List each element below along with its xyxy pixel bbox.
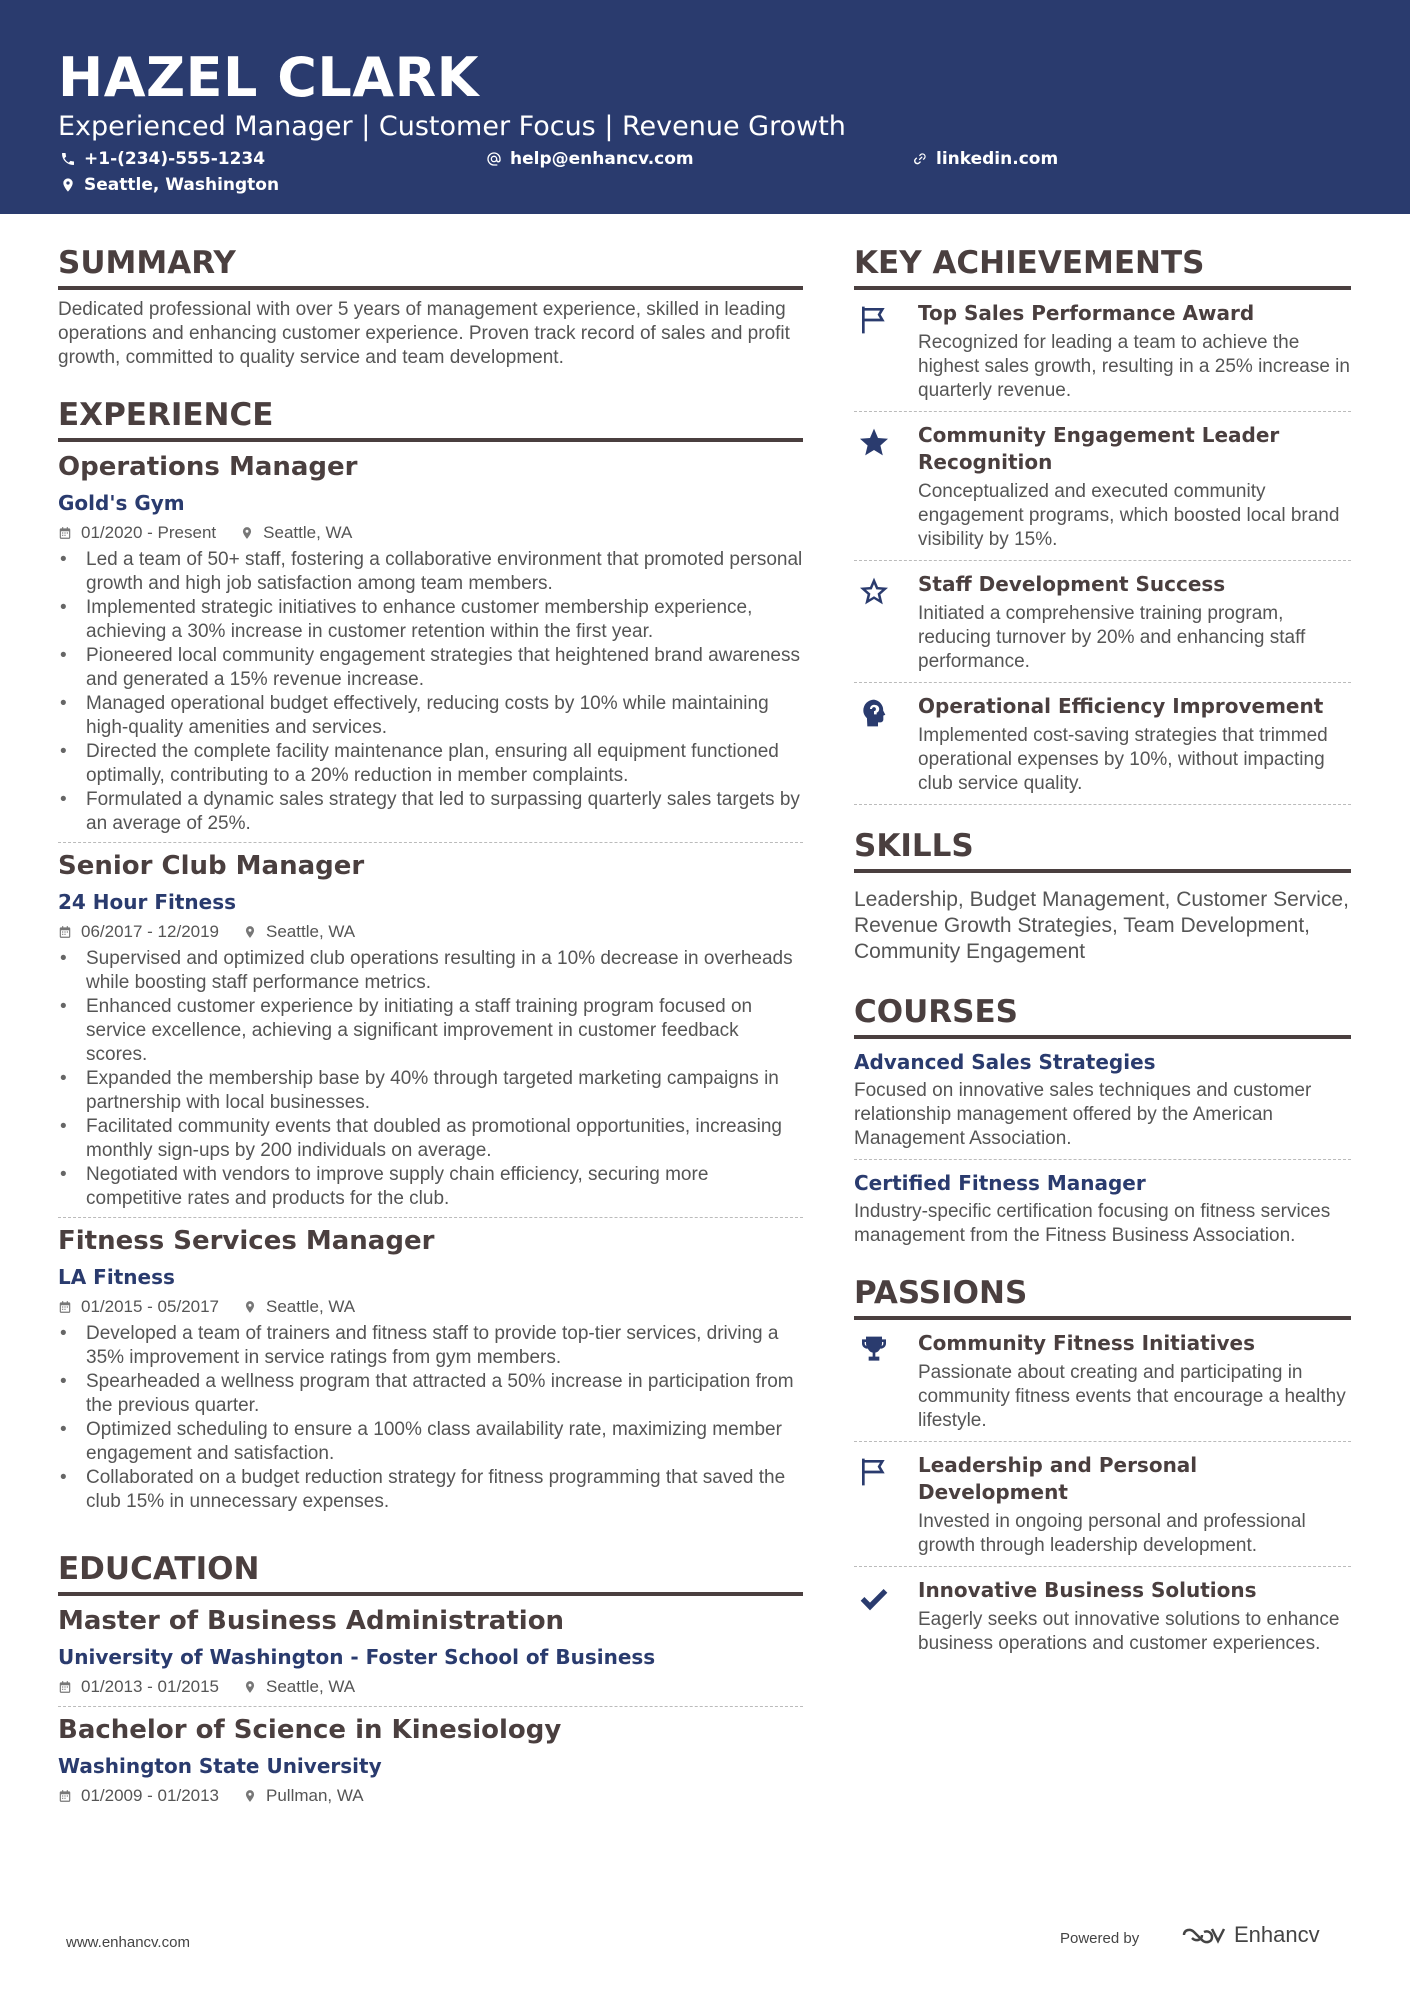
check-icon [858, 1581, 890, 1613]
edu-location: Pullman, WA [266, 1786, 364, 1805]
achievement-item [854, 422, 1351, 561]
achievement-title: Community Engagement Leader Recognition [918, 423, 1280, 474]
list-item: • Collaborated on a budget reduction strategy for fitness programming that saved the club 15% in unnecessary expenses. [58, 1466, 803, 1514]
list-item: • Enhanced customer experience by initiating a staff training program focused on service excellence, achieving a significant improvement in customer feedback scores. [58, 995, 803, 1067]
left-column [58, 244, 803, 1807]
link-icon [912, 151, 928, 167]
achievements-title: KEY ACHIEVEMENTS [854, 244, 1351, 290]
course-title: Certified Fitness Manager [854, 1171, 1146, 1195]
edu-school: Washington State University [58, 1754, 382, 1778]
star-icon [858, 426, 890, 458]
job-role: Senior Club Manager [58, 851, 365, 881]
education-entry [58, 1604, 803, 1707]
achievement-title: Top Sales Performance Award [918, 301, 1255, 325]
edu-degree: Master of Business Administration [58, 1606, 565, 1636]
job-entry [58, 849, 803, 1218]
contact-linkedin[interactable] [912, 148, 1058, 170]
job-role: Fitness Services Manager [58, 1226, 435, 1256]
summary-text: Dedicated professional with over 5 years of management experience, skilled in leading operations and enhancing customer experience. Proven track record of sales and profit growth, committed to quality service and team development. [58, 299, 790, 368]
map-pin-icon [243, 1680, 257, 1694]
job-dates: 01/2020 - Present [81, 523, 217, 542]
edu-dates: 01/2013 - 01/2015 [81, 1677, 220, 1696]
star-outline-icon [858, 575, 890, 607]
brand-logo[interactable] [1180, 1922, 1320, 1948]
job-role: Operations Manager [58, 452, 358, 482]
footer-url[interactable]: www.enhancv.com [66, 1934, 190, 1951]
job-meta [58, 522, 803, 544]
skills-text: Leadership, Budget Management, Customer Service, Revenue Growth Strategies, Team Development, Community Engagement [854, 888, 1349, 963]
skills-title: SKILLS [854, 827, 1351, 873]
brand-name: Enhancv [1234, 1922, 1320, 1947]
course-item [854, 1170, 1351, 1248]
job-dates: 06/2017 - 12/2019 [81, 922, 220, 941]
achievement-item [854, 693, 1351, 805]
education-title: EDUCATION [58, 1550, 803, 1596]
map-pin-icon [60, 177, 76, 193]
passion-desc: Invested in ongoing personal and professional growth through leadership development. [918, 1511, 1306, 1556]
job-dates: 01/2015 - 05/2017 [81, 1297, 220, 1316]
list-item: • Spearheaded a wellness program that attracted a 50% increase in participation from the previous quarter. [58, 1370, 803, 1418]
calendar-icon [58, 1680, 72, 1694]
passion-desc: Passionate about creating and participating in community fitness events that encourage a healthy lifestyle. [918, 1362, 1346, 1431]
job-location: Seattle, WA [266, 1297, 356, 1316]
job-meta [58, 1296, 803, 1318]
list-item: • Expanded the membership base by 40% through targeted marketing campaigns in partnership with local businesses. [58, 1067, 803, 1115]
course-desc: Focused on innovative sales techniques and customer relationship management offered by the American Management Association. [854, 1080, 1312, 1149]
candidate-name: HAZEL CLARK [58, 46, 479, 109]
achievement-desc: Conceptualized and executed community engagement programs, which boosted local brand visibility by 15%. [918, 481, 1340, 550]
list-item: • Negotiated with vendors to improve supply chain efficiency, securing more competitive rates and products for the club. [58, 1163, 803, 1211]
list-item: • Supervised and optimized club operations resulting in a 10% decrease in overheads while boosting staff performance metrics. [58, 947, 803, 995]
job-location: Seattle, WA [263, 523, 353, 542]
calendar-icon [58, 1789, 72, 1803]
calendar-icon [58, 526, 72, 540]
phone-text: +1-(234)-555-1234 [84, 149, 266, 169]
job-company: Gold's Gym [58, 491, 185, 515]
edu-dates: 01/2009 - 01/2013 [81, 1786, 220, 1805]
calendar-icon [58, 925, 72, 939]
location-text: Seattle, Washington [84, 175, 280, 195]
edu-meta [58, 1785, 803, 1807]
job-meta [58, 921, 803, 943]
job-company: 24 Hour Fitness [58, 890, 237, 914]
education-entry [58, 1713, 803, 1807]
list-item: • Led a team of 50+ staff, fostering a collaborative environment that promoted personal growth and high job satisfaction among team members. [58, 548, 803, 596]
contact-phone[interactable] [60, 148, 265, 170]
email-text: help@enhancv.com [510, 149, 694, 169]
experience-title: EXPERIENCE [58, 396, 803, 442]
job-bullets [58, 548, 803, 836]
list-item: • Formulated a dynamic sales strategy that led to surpassing quarterly sales targets by an average of 25%. [58, 788, 803, 836]
achievement-item [854, 300, 1351, 412]
right-column [854, 244, 1351, 1664]
passion-desc: Eagerly seeks out innovative solutions to enhance business operations and customer experiences. [918, 1609, 1340, 1654]
linkedin-text: linkedin.com [936, 149, 1059, 169]
candidate-tagline: Experienced Manager | Customer Focus | Revenue Growth [58, 111, 846, 142]
list-item: • Developed a team of trainers and fitness staff to provide top-tier services, driving a 35% improvement in service ratings from gym members. [58, 1322, 803, 1370]
edu-meta [58, 1676, 803, 1698]
passion-item [854, 1577, 1351, 1664]
at-icon [486, 151, 502, 167]
job-location: Seattle, WA [266, 922, 356, 941]
map-pin-icon [243, 925, 257, 939]
list-item: • Directed the complete facility maintenance plan, ensuring all equipment functioned optimally, contributing to a 20% reduction in member complaints. [58, 740, 803, 788]
achievement-title: Staff Development Success [918, 572, 1226, 596]
trophy-icon [858, 1334, 890, 1366]
edu-school: University of Washington - Foster School of Business [58, 1645, 656, 1669]
course-desc: Industry-specific certification focusing on fitness services management from the Fitness Business Association. [854, 1201, 1331, 1246]
achievement-desc: Initiated a comprehensive training program, reducing turnover by 20% and enhancing staff performance. [918, 603, 1306, 672]
passion-item [854, 1452, 1351, 1567]
map-pin-icon [243, 1300, 257, 1314]
passion-title: Leadership and Personal Development [918, 1453, 1198, 1504]
resume-header [0, 0, 1410, 214]
passions-title: PASSIONS [854, 1274, 1351, 1320]
contact-email[interactable] [486, 148, 694, 170]
summary-title: SUMMARY [58, 244, 803, 290]
list-item: • Facilitated community events that doubled as promotional opportunities, increasing monthly sign-ups by 200 individuals on average. [58, 1115, 803, 1163]
phone-icon [60, 151, 76, 167]
head-idea-icon [858, 697, 890, 729]
course-item [854, 1049, 1351, 1160]
achievement-desc: Recognized for leading a team to achieve the highest sales growth, resulting in a 25% increase in quarterly revenue. [918, 332, 1350, 401]
list-item: • Pioneered local community engagement strategies that heightened brand awareness and generated a 15% revenue increase. [58, 644, 803, 692]
passion-title: Community Fitness Initiatives [918, 1331, 1256, 1355]
contact-location [60, 174, 279, 196]
courses-title: COURSES [854, 993, 1351, 1039]
map-pin-icon [243, 1789, 257, 1803]
edu-degree: Bachelor of Science in Kinesiology [58, 1715, 562, 1745]
powered-by-label: Powered by [1060, 1930, 1140, 1947]
list-item: • Implemented strategic initiatives to enhance customer membership experience, achieving a 30% increase in customer retention within the first year. [58, 596, 803, 644]
map-pin-icon [240, 526, 254, 540]
achievement-desc: Implemented cost-saving strategies that trimmed operational expenses by 10%, without impacting club service quality. [918, 725, 1328, 794]
passion-title: Innovative Business Solutions [918, 1578, 1257, 1602]
enhancv-logo-icon [1180, 1923, 1226, 1947]
passion-item [854, 1330, 1351, 1442]
flag-icon [858, 304, 890, 336]
job-company: LA Fitness [58, 1265, 175, 1289]
list-item: • Managed operational budget effectively, reducing costs by 10% while maintaining high-quality amenities and services. [58, 692, 803, 740]
flag-icon [858, 1456, 890, 1488]
edu-location: Seattle, WA [266, 1677, 356, 1696]
job-entry [58, 450, 803, 843]
calendar-icon [58, 1300, 72, 1314]
achievement-item [854, 571, 1351, 683]
job-bullets [58, 1322, 803, 1514]
achievement-title: Operational Efficiency Improvement [918, 694, 1324, 718]
job-bullets [58, 947, 803, 1211]
list-item: • Optimized scheduling to ensure a 100% class availability rate, maximizing member engagement and satisfaction. [58, 1418, 803, 1466]
job-entry [58, 1224, 803, 1520]
course-title: Advanced Sales Strategies [854, 1050, 1156, 1074]
